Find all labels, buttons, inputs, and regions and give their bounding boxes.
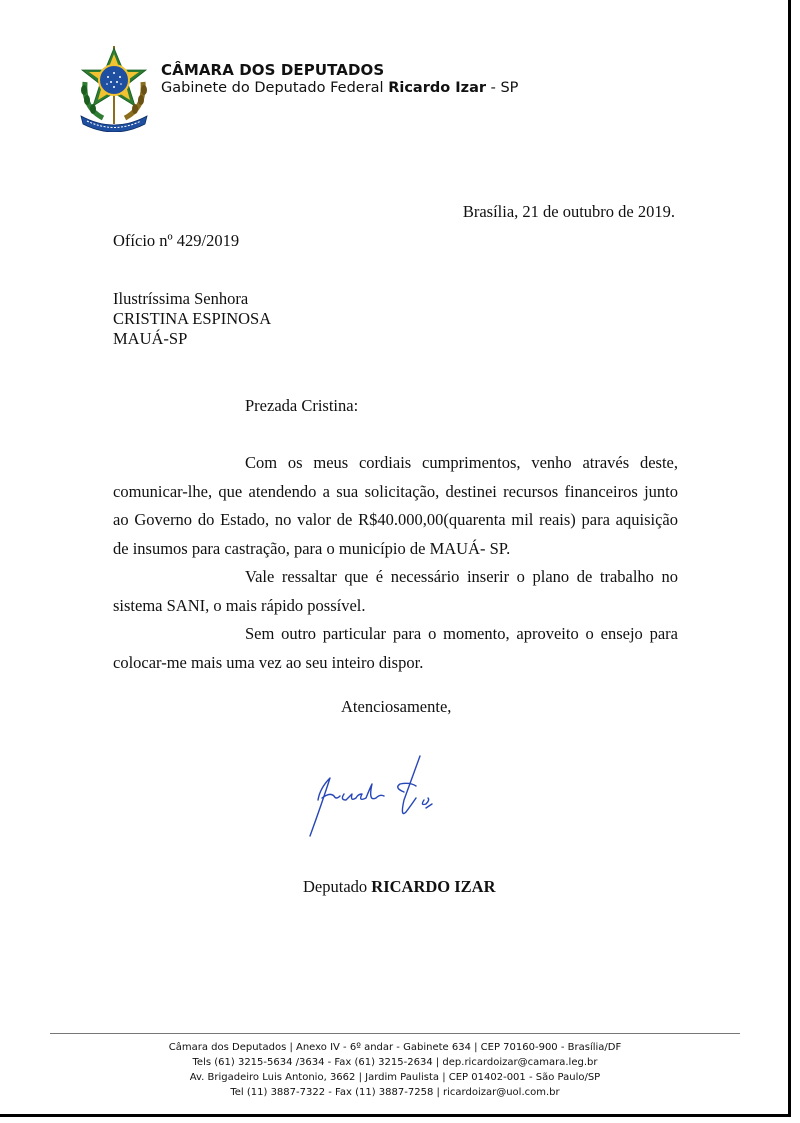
deputy-name: Ricardo Izar [388, 80, 487, 96]
institution-name: CÂMARA DOS DEPUTADOS [161, 61, 385, 79]
footer-address-sao-paulo: Av. Brigadeiro Luis Antonio, 3662 | Jardim Paulista | CEP 01402-001 - São Paulo/SP [189, 1072, 601, 1083]
greeting: Prezada Cristina: [245, 396, 359, 415]
letter-body [113, 449, 678, 677]
footer-phones-sao-paulo: Tel (11) 3887-7322 - Fax (11) 3887-7258 | ricardoizar@uol.com.br [230, 1087, 560, 1098]
signer-line [303, 877, 496, 897]
handwritten-signature [300, 748, 445, 843]
footer-divider [50, 1033, 740, 1034]
body-paragraph: Vale ressaltar que é necessário inserir o plano de trabalho no sistema SANI, o mais rápido possível. [113, 567, 678, 615]
body-paragraph: Sem outro particular para o momento, aproveito o ensejo para colocar-me mais uma vez ao seu inteiro dispor. [113, 624, 678, 672]
letter-reference: Ofício nº 429/2019 [113, 231, 240, 250]
footer-phones-brasilia: Tels (61) 3215-5634 /3634 - Fax (61) 3215-2634 | dep.ricardoizar@camara.leg.br [192, 1057, 598, 1068]
recipient-name: CRISTINA ESPINOSA [113, 309, 272, 328]
footer-contact [50, 1040, 740, 1100]
coat-of-arms-emblem [73, 42, 155, 132]
body-paragraph: Com os meus cordiais cumprimentos, venho através deste, comunicar-lhe, que atendendo a sua solicitação, destinei recursos financeiros junto ao Governo do Estado, no valor de R$40.000,00(quarenta mil reais) para aquisição de insumos para castração, para o município de MAUÁ- SP. [113, 453, 678, 558]
office-name [161, 80, 518, 96]
office-suffix: - SP [486, 80, 519, 96]
signer-title: Deputado [303, 877, 372, 896]
closing: Atenciosamente, [341, 697, 452, 716]
signer-name: RICARDO IZAR [371, 877, 496, 896]
letter-date: Brasília, 21 de outubro de 2019. [462, 202, 675, 221]
recipient-city: MAUÁ-SP [113, 329, 188, 348]
footer-address-brasilia: Câmara dos Deputados | Anexo IV - 6º andar - Gabinete 634 | CEP 70160-900 - Brasília/DF [168, 1042, 622, 1053]
office-prefix: Gabinete do Deputado Federal [161, 80, 389, 96]
recipient-block [113, 289, 271, 349]
recipient-salutation: Ilustríssima Senhora [113, 289, 249, 308]
